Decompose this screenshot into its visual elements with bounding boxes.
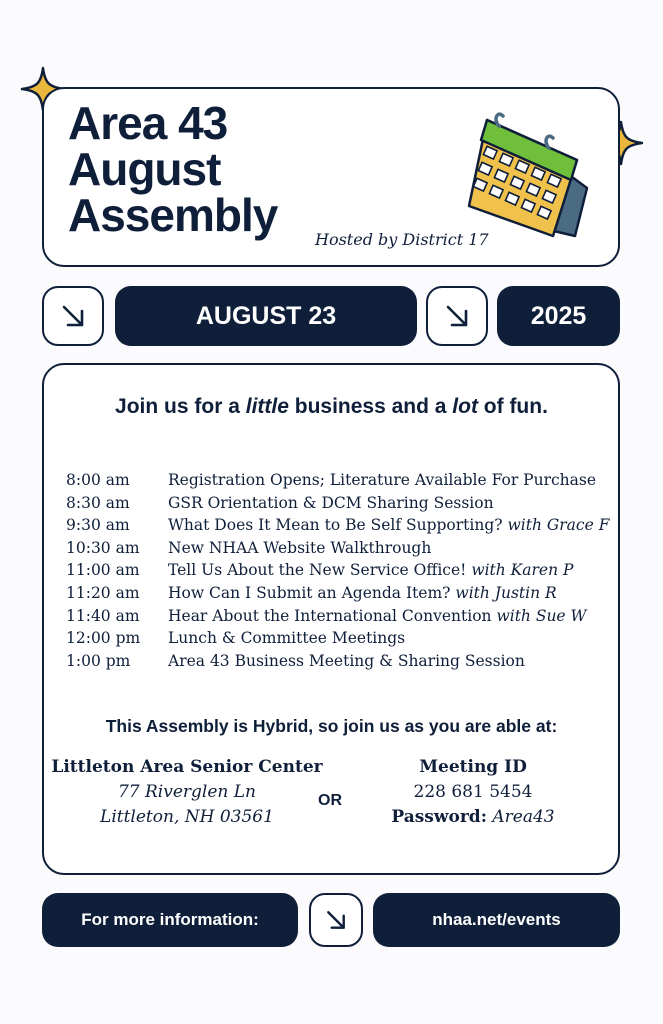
schedule-time: 12:00 pm [66,629,141,648]
website-link[interactable] [373,893,620,947]
tagline [44,395,619,419]
title-line: Area 43 [68,97,228,149]
date-pill [115,286,417,346]
password-value: Area43 [492,807,555,827]
schedule-presenter: with Karen P [471,561,574,580]
arrow-down-right-icon [59,302,87,330]
page-title [68,97,278,241]
password-label: Password: [391,807,487,827]
schedule-event: How Can I Submit an Agenda Item? [168,583,451,602]
online-block [360,755,586,830]
schedule-row [66,559,609,582]
venue-street: 77 Riverglen Ln [117,782,257,802]
schedule-row [66,514,609,537]
schedule-event: Area 43 Business Meeting & Sharing Session [168,651,525,670]
tagline-emphasis: lot [452,395,478,418]
venue-block [46,755,328,830]
tagline-emphasis: little [245,395,289,418]
venue-city: Littleton, NH 03561 [100,807,274,827]
schedule [66,469,609,672]
schedule-presenter: with Justin R [455,583,557,602]
schedule-event: New NHAA Website Walkthrough [168,538,432,557]
schedule-presenter: with Sue W [496,606,587,625]
schedule-row [66,605,609,628]
schedule-time: 10:30 am [66,538,140,557]
schedule-time: 1:00 pm [66,651,131,670]
schedule-presenter: with Grace F [507,516,610,535]
schedule-row [66,582,609,605]
schedule-time: 11:00 am [66,561,140,580]
tagline-text: of fun. [477,395,548,418]
hosted-by: Hosted by District 17 [315,230,489,249]
event-year: 2025 [530,301,587,330]
schedule-event: What Does It Mean to Be Self Supporting? [168,516,503,535]
password-line [360,805,586,830]
schedule-row [66,627,609,650]
info-label-pill [42,893,298,947]
meeting-id: 228 681 5454 [413,782,533,802]
schedule-event: Tell Us About the New Service Office! [168,561,467,580]
schedule-event: Hear About the International Convention [168,606,492,625]
schedule-time: 8:30 am [66,493,130,512]
arrow-box [42,286,104,346]
or-label: OR [318,792,342,809]
schedule-row [66,537,609,560]
arrow-box [309,893,363,947]
event-date: AUGUST 23 [195,301,337,330]
schedule-time: 11:20 am [66,583,140,602]
website-url[interactable]: nhaa.net/events [432,910,561,929]
meeting-id-heading: Meeting ID [419,757,527,777]
arrow-down-right-icon [443,302,471,330]
schedule-row [66,650,609,673]
title-line: August [68,143,221,195]
arrow-down-right-icon [324,908,348,932]
schedule-event: GSR Orientation & DCM Sharing Session [168,493,494,512]
schedule-time: 11:40 am [66,606,140,625]
arrow-box [426,286,488,346]
tagline-text: Join us for a [115,395,246,418]
schedule-time: 8:00 am [66,471,130,489]
year-pill [497,286,620,346]
schedule-row [66,492,609,515]
schedule-row [66,469,609,492]
schedule-event: Registration Opens; Literature Available For Purchase [168,471,597,489]
venue-name: Littleton Area Senior Center [51,757,323,777]
title-line: Assembly [68,189,278,241]
schedule-time: 9:30 am [66,516,130,535]
info-label: For more information: [81,910,259,929]
schedule-event: Lunch & Committee Meetings [168,629,406,648]
hybrid-note: This Assembly is Hybrid, so join us as you are able at: [105,716,558,736]
tagline-text: business and a [288,395,453,418]
calendar-icon [465,108,595,248]
